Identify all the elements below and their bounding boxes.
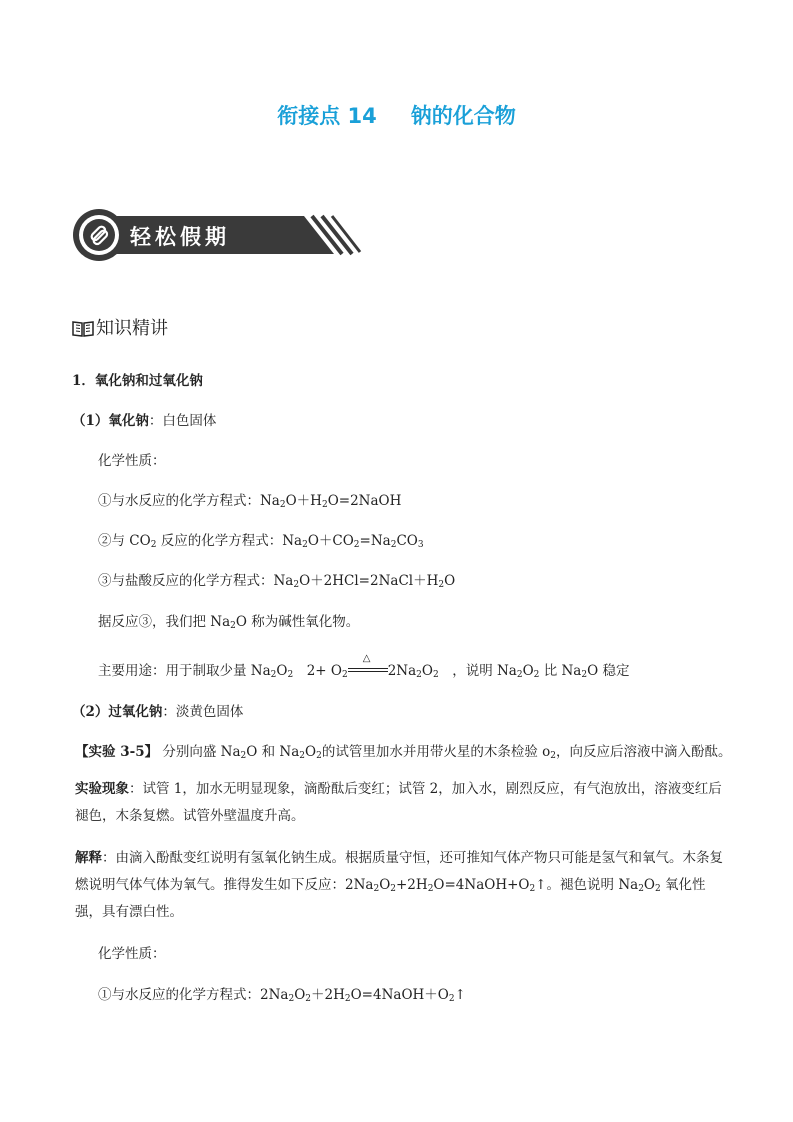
banner-graphic bbox=[72, 208, 362, 262]
explanation: 解释：由滴入酚酞变红说明有氢氧化钠生成。根据质量守恒，还可推知气体产物只可能是氢气和氧气。木条复燃说明气体气体为氧气。推得发生如下反应：$2Na_2O_2+2H_2O=4NaOH+O_2↑$。褪色说明 $Na_2O_2$ 氧化性强，具有漂白性。 bbox=[75, 850, 723, 920]
chemical-properties-label: 化学性质： bbox=[98, 453, 166, 469]
basic-oxide-note: 据反应③，我们把 $Na_2O$ 称为碱性氧化物。 bbox=[98, 614, 360, 631]
banner-label: 轻松假期 bbox=[130, 225, 230, 249]
usage-line: 主要用途：用于制取少量 $Na_2O_2$ $2+ O_2$ △ $2Na_2O_2$ ，说明 $Na_2O_2$ 比 $Na_2O$ 稳定 bbox=[98, 653, 630, 680]
equation-2: ②与 $CO_2$ 反应的化学方程式：$Na_2O+CO_2=Na_2CO_3$ bbox=[98, 533, 424, 550]
subsection-sodium-peroxide: （2）过氧化钠：淡黄色固体 bbox=[72, 704, 244, 720]
title-topic: 钠的化合物 bbox=[410, 104, 516, 128]
section-1-heading: 1．氧化钠和过氧化钠 bbox=[72, 373, 203, 389]
book-icon bbox=[72, 320, 94, 342]
chemical-properties-label-2: 化学性质： bbox=[98, 946, 166, 962]
equation-3: ③与盐酸反应的化学方程式：$Na_2O+2HCl=2NaCl+H_2O$ bbox=[98, 573, 456, 590]
equation-4: ①与水反应的化学方程式：$2Na_2O_2+2H_2O=4NaOH+O_2↑$ bbox=[98, 987, 466, 1004]
knowledge-heading bbox=[72, 314, 168, 342]
equation-1: ①与水反应的化学方程式：$Na_2O+H_2O=2NaOH$ bbox=[98, 493, 402, 510]
section-banner bbox=[72, 208, 362, 266]
subsection-desc: ：白色固体 bbox=[148, 413, 217, 429]
title-prefix: 衔接点 14 bbox=[277, 104, 377, 128]
subsection-label: （1）氧化钠 bbox=[72, 413, 149, 429]
experiment-observation: 实验现象：试管 1，加水无明显现象，滴酚酞后变红；试管 2，加入水，剧烈反应，有气泡放出，溶液变红后褪色，木条复燃。试管外壁温度升高。 bbox=[75, 781, 722, 824]
knowledge-heading-text: 知识精讲 bbox=[96, 318, 168, 339]
heat-equals-sign: △ bbox=[348, 663, 388, 677]
page-title bbox=[0, 100, 793, 130]
subsection-sodium-oxide bbox=[72, 409, 216, 429]
experiment-3-5: 【实验 3-5】 分别向盛 $Na_2O$ 和 $Na_2O_2$的试管里加水并用带火星的木条检验 $o_2$，向反应后溶液中滴入酚酞。 bbox=[75, 744, 732, 761]
